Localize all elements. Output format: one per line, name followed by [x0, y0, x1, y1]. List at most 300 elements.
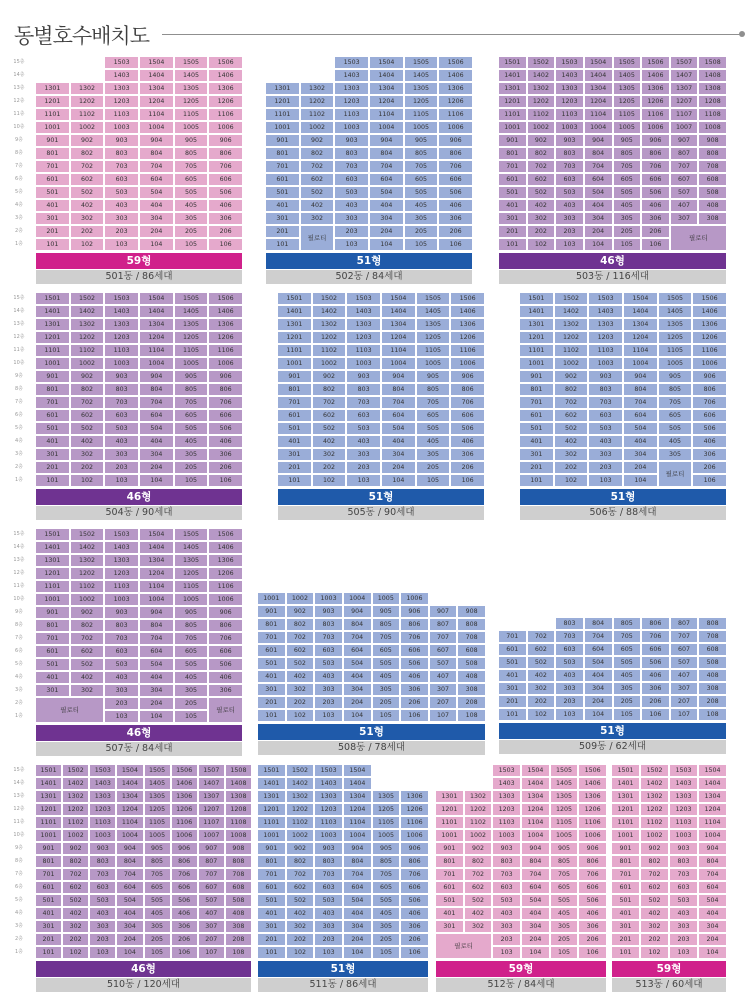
unit-cell: 105: [405, 239, 438, 250]
unit-cell: 905: [551, 843, 578, 854]
unit-cell: 805: [175, 620, 208, 631]
unit-cell: 504: [699, 895, 726, 906]
unit-cell: 304: [140, 449, 173, 460]
unit-type-band: 59형: [612, 961, 726, 977]
floor-marker: 4층: [14, 438, 23, 444]
unit-cell: 802: [313, 384, 346, 395]
unit-cell: 1404: [370, 70, 403, 81]
unit-cell: 402: [71, 672, 104, 683]
unit-cell: 906: [693, 371, 726, 382]
unit-cell: 502: [641, 895, 668, 906]
unit-cell: 1505: [175, 293, 208, 304]
unit-cell: 902: [528, 135, 555, 146]
unit-cell: 803: [105, 620, 138, 631]
floor-marker: 13층: [13, 793, 25, 799]
unit-cell: 1006: [451, 358, 484, 369]
unit-cell: 106: [209, 475, 242, 486]
unit-cell: 1304: [117, 791, 142, 802]
unit-cell: 1405: [417, 306, 450, 317]
unit-cell: 106: [451, 475, 484, 486]
unit-cell: 803: [589, 384, 622, 395]
pilotis-cell: 필로티: [436, 934, 491, 958]
unit-cell: 1301: [36, 555, 69, 566]
floor-marker: 6층: [14, 412, 23, 418]
unit-cell: 304: [699, 921, 726, 932]
unit-cell: 601: [36, 174, 69, 185]
unit-cell: 1304: [522, 791, 549, 802]
unit-cell: 603: [347, 410, 380, 421]
unit-cell: 502: [287, 658, 314, 669]
unit-cell: 1502: [71, 529, 104, 540]
unit-cell: 1003: [315, 830, 342, 841]
unit-cell: 1506: [209, 57, 242, 68]
unit-cell: 306: [209, 449, 242, 460]
unit-cell: 401: [612, 908, 639, 919]
unit-cell: 505: [417, 423, 450, 434]
unit-cell: 1004: [344, 830, 371, 841]
unit-cell: 1403: [90, 778, 115, 789]
unit-cell: 304: [140, 685, 173, 696]
unit-cell: 1005: [405, 122, 438, 133]
unit-cell: 1101: [36, 581, 69, 592]
unit-cell: 1102: [71, 109, 104, 120]
unit-cell: 1205: [614, 96, 641, 107]
unit-cell: 1403: [347, 306, 380, 317]
unit-cell: 1402: [63, 778, 88, 789]
unit-cell: 103: [105, 711, 138, 722]
unit-cell: 303: [556, 683, 583, 694]
unit-cell: 701: [499, 161, 526, 172]
unit-cell: 506: [209, 659, 242, 670]
unit-cell: 602: [287, 645, 314, 656]
unit-cell: 303: [347, 449, 380, 460]
unit-cell: 103: [556, 239, 583, 250]
unit-cell: 904: [344, 606, 371, 617]
building-caption: 509동 / 62세대: [499, 740, 726, 754]
unit-cell: 1205: [373, 804, 400, 815]
unit-cell: 601: [36, 882, 61, 893]
unit-cell: 503: [90, 895, 115, 906]
unit-cell: 504: [140, 659, 173, 670]
unit-cell: 103: [589, 475, 622, 486]
unit-cell: 406: [209, 200, 242, 211]
unit-cell: 1307: [671, 83, 698, 94]
unit-cell: 104: [522, 947, 549, 958]
unit-cell: 101: [612, 947, 639, 958]
unit-cell: 506: [401, 658, 428, 669]
unit-cell: 806: [209, 620, 242, 631]
unit-cell: 303: [105, 213, 138, 224]
unit-cell: 203: [315, 934, 342, 945]
unit-cell: 501: [266, 187, 299, 198]
unit-cell: 505: [175, 187, 208, 198]
unit-cell: 302: [71, 213, 104, 224]
floor-marker: 11층: [13, 819, 25, 825]
unit-cell: 108: [699, 709, 726, 720]
unit-cell: 107: [430, 710, 457, 721]
unit-cell: 204: [585, 696, 612, 707]
unit-cell: 905: [145, 843, 170, 854]
unit-cell: 104: [344, 947, 371, 958]
unit-cell: 104: [140, 239, 173, 250]
unit-cell: 504: [140, 187, 173, 198]
unit-cell: 703: [105, 633, 138, 644]
unit-cell: 406: [439, 200, 472, 211]
unit-cell: 701: [266, 161, 299, 172]
unit-cell: 203: [493, 934, 520, 945]
unit-cell: 1503: [90, 765, 115, 776]
unit-cell: 1403: [105, 542, 138, 553]
unit-cell: 805: [614, 618, 641, 629]
unit-cell: 106: [401, 710, 428, 721]
unit-cell: 1201: [36, 804, 61, 815]
unit-cell: 705: [175, 397, 208, 408]
unit-cell: 1401: [278, 306, 311, 317]
unit-cell: 1406: [451, 306, 484, 317]
unit-cell: 901: [258, 606, 285, 617]
unit-cell: 503: [670, 895, 697, 906]
unit-cell: 1201: [36, 332, 69, 343]
unit-cell: 801: [520, 384, 553, 395]
unit-cell: 1305: [145, 791, 170, 802]
floor-marker: 15층: [13, 295, 25, 301]
unit-cell: 1005: [614, 122, 641, 133]
unit-cell: 603: [315, 645, 342, 656]
unit-cell: 1002: [71, 594, 104, 605]
unit-cell: 404: [585, 670, 612, 681]
unit-cell: 1206: [209, 96, 242, 107]
unit-cell: 605: [659, 410, 692, 421]
unit-cell: 301: [36, 449, 69, 460]
unit-type-band: 46형: [36, 961, 251, 977]
unit-cell: 1107: [671, 109, 698, 120]
floor-marker: 5층: [14, 897, 23, 903]
unit-cell: 1404: [140, 70, 173, 81]
unit-cell: 403: [90, 908, 115, 919]
floor-marker: 11층: [13, 583, 25, 589]
unit-cell: 1206: [439, 96, 472, 107]
unit-cell: 703: [556, 631, 583, 642]
unit-cell: 902: [71, 371, 104, 382]
unit-cell: 204: [624, 462, 657, 473]
unit-cell: 806: [209, 148, 242, 159]
unit-cell: 407: [671, 200, 698, 211]
unit-cell: 1203: [335, 96, 368, 107]
pilotis-cell: 필로티: [659, 462, 692, 486]
unit-cell: 406: [401, 908, 428, 919]
unit-cell: 901: [520, 371, 553, 382]
unit-cell: 607: [671, 174, 698, 185]
unit-cell: 1106: [693, 345, 726, 356]
unit-cell: 804: [344, 856, 371, 867]
unit-cell: 1503: [105, 57, 138, 68]
unit-cell: 205: [614, 696, 641, 707]
unit-cell: 1204: [522, 804, 549, 815]
unit-cell: 405: [614, 670, 641, 681]
unit-cell: 606: [642, 174, 669, 185]
unit-cell: 808: [226, 856, 251, 867]
unit-cell: 105: [614, 709, 641, 720]
unit-cell: 1103: [105, 109, 138, 120]
unit-cell: 1506: [439, 57, 472, 68]
unit-cell: 1001: [266, 122, 299, 133]
unit-cell: 1505: [145, 765, 170, 776]
unit-cell: 105: [373, 710, 400, 721]
unit-cell: 1405: [175, 306, 208, 317]
unit-cell: 1005: [175, 122, 208, 133]
unit-cell: 1504: [117, 765, 142, 776]
unit-cell: 105: [614, 239, 641, 250]
unit-cell: 301: [499, 213, 526, 224]
unit-cell: 804: [117, 856, 142, 867]
unit-cell: 506: [579, 895, 606, 906]
unit-cell: 306: [209, 685, 242, 696]
unit-cell: 906: [172, 843, 197, 854]
unit-cell: 1305: [614, 83, 641, 94]
floor-marker: 4층: [14, 910, 23, 916]
unit-cell: 1006: [693, 358, 726, 369]
unit-cell: 306: [642, 683, 669, 694]
unit-cell: 706: [209, 397, 242, 408]
unit-cell: 803: [335, 148, 368, 159]
unit-cell: 807: [671, 148, 698, 159]
unit-cell: 504: [370, 187, 403, 198]
unit-cell: 1304: [140, 319, 173, 330]
unit-cell: 106: [172, 947, 197, 958]
floor-marker: 10층: [13, 360, 25, 366]
unit-cell: 305: [175, 449, 208, 460]
unit-cell: 701: [520, 397, 553, 408]
unit-cell: 1301: [36, 319, 69, 330]
unit-cell: 902: [313, 371, 346, 382]
floor-marker: 6층: [14, 884, 23, 890]
floor-marker: 13층: [13, 321, 25, 327]
unit-cell: 608: [226, 882, 251, 893]
unit-cell: 1301: [436, 791, 463, 802]
floor-marker: 9층: [14, 845, 23, 851]
unit-cell: 705: [659, 397, 692, 408]
unit-cell: 802: [63, 856, 88, 867]
unit-cell: 204: [117, 934, 142, 945]
unit-cell: 203: [105, 226, 138, 237]
unit-cell: 1502: [555, 293, 588, 304]
unit-cell: 1201: [278, 332, 311, 343]
unit-type-band: 51형: [258, 724, 485, 740]
unit-cell: 1106: [451, 345, 484, 356]
unit-type-band: 59형: [436, 961, 606, 977]
unit-cell: 706: [451, 397, 484, 408]
unit-cell: 1302: [301, 83, 334, 94]
unit-cell: 1306: [579, 791, 606, 802]
unit-cell: 603: [90, 882, 115, 893]
unit-cell: 206: [642, 696, 669, 707]
unit-cell: 206: [579, 934, 606, 945]
unit-cell: 303: [670, 921, 697, 932]
unit-cell: 1206: [451, 332, 484, 343]
unit-cell: 1008: [699, 122, 726, 133]
unit-cell: 1406: [209, 70, 242, 81]
unit-cell: 702: [528, 161, 555, 172]
unit-cell: 1303: [347, 319, 380, 330]
unit-cell: 1504: [370, 57, 403, 68]
unit-cell: 803: [556, 148, 583, 159]
floor-marker: 2층: [14, 464, 23, 470]
unit-cell: 604: [624, 410, 657, 421]
unit-cell: 1401: [36, 778, 61, 789]
unit-cell: 1504: [624, 293, 657, 304]
unit-cell: 1005: [175, 358, 208, 369]
floor-marker: 2층: [14, 700, 23, 706]
unit-cell: 1305: [551, 791, 578, 802]
unit-cell: 1403: [493, 778, 520, 789]
unit-cell: 1202: [313, 332, 346, 343]
unit-cell: 605: [175, 174, 208, 185]
unit-cell: 1305: [417, 319, 450, 330]
unit-cell: 703: [589, 397, 622, 408]
unit-cell: 908: [226, 843, 251, 854]
unit-cell: 101: [278, 475, 311, 486]
unit-cell: 1204: [140, 568, 173, 579]
unit-cell: 1507: [671, 57, 698, 68]
unit-cell: 102: [528, 709, 555, 720]
unit-cell: 403: [315, 908, 342, 919]
unit-cell: 504: [585, 657, 612, 668]
unit-cell: 1402: [528, 70, 555, 81]
unit-cell: 605: [373, 645, 400, 656]
unit-type-band: 51형: [258, 961, 428, 977]
unit-cell: 602: [71, 410, 104, 421]
unit-cell: 305: [614, 213, 641, 224]
unit-cell: 401: [36, 672, 69, 683]
unit-cell: 1005: [659, 358, 692, 369]
unit-cell: 704: [344, 632, 371, 643]
unit-cell: 1503: [105, 293, 138, 304]
unit-cell: 305: [145, 921, 170, 932]
unit-cell: 1504: [382, 293, 415, 304]
unit-cell: 1207: [671, 96, 698, 107]
floor-marker: 6층: [14, 176, 23, 182]
unit-cell: 1306: [209, 83, 242, 94]
unit-cell: 902: [287, 843, 314, 854]
unit-cell: 408: [699, 670, 726, 681]
unit-cell: 602: [71, 646, 104, 657]
unit-cell: 1408: [699, 70, 726, 81]
unit-cell: 1402: [71, 306, 104, 317]
unit-cell: 903: [347, 371, 380, 382]
unit-cell: 406: [693, 436, 726, 447]
unit-cell: 506: [642, 657, 669, 668]
unit-cell: 1404: [585, 70, 612, 81]
unit-cell: 1001: [36, 594, 69, 605]
unit-cell: 205: [417, 462, 450, 473]
unit-cell: 205: [614, 226, 641, 237]
floor-marker: 3층: [14, 215, 23, 221]
unit-cell: 704: [585, 631, 612, 642]
unit-cell: 904: [699, 843, 726, 854]
unit-cell: 304: [140, 213, 173, 224]
unit-cell: 303: [315, 684, 342, 695]
unit-cell: 604: [140, 174, 173, 185]
unit-cell: 802: [301, 148, 334, 159]
unit-cell: 1001: [258, 830, 285, 841]
unit-cell: 803: [90, 856, 115, 867]
unit-cell: 406: [451, 436, 484, 447]
unit-cell: 1305: [659, 319, 692, 330]
unit-cell: 405: [659, 436, 692, 447]
unit-cell: 1301: [612, 791, 639, 802]
unit-cell: 1204: [117, 804, 142, 815]
unit-cell: 1508: [699, 57, 726, 68]
unit-cell: 704: [344, 869, 371, 880]
unit-cell: 1405: [614, 70, 641, 81]
unit-cell: 704: [522, 869, 549, 880]
unit-cell: 806: [579, 856, 606, 867]
unit-cell: 1301: [36, 791, 61, 802]
unit-cell: 1502: [63, 765, 88, 776]
unit-cell: 407: [671, 670, 698, 681]
unit-cell: 205: [145, 934, 170, 945]
unit-cell: 1105: [175, 109, 208, 120]
pilotis-cell: 필로티: [671, 226, 726, 250]
unit-cell: 1302: [63, 791, 88, 802]
unit-cell: 606: [209, 646, 242, 657]
unit-cell: 1006: [172, 830, 197, 841]
floor-marker: 1층: [14, 949, 23, 955]
unit-cell: 502: [555, 423, 588, 434]
unit-cell: 502: [63, 895, 88, 906]
unit-cell: 103: [670, 947, 697, 958]
unit-cell: 1006: [209, 358, 242, 369]
unit-cell: 1401: [36, 306, 69, 317]
unit-cell: 1205: [175, 568, 208, 579]
unit-cell: 1504: [140, 529, 173, 540]
unit-cell: 201: [612, 934, 639, 945]
unit-cell: 902: [71, 135, 104, 146]
unit-cell: 1307: [199, 791, 224, 802]
unit-cell: 206: [439, 226, 472, 237]
unit-cell: 201: [258, 697, 285, 708]
unit-cell: 202: [528, 696, 555, 707]
unit-cell: 303: [335, 213, 368, 224]
unit-cell: 104: [117, 947, 142, 958]
floor-marker: 6층: [14, 648, 23, 654]
unit-cell: 401: [36, 200, 69, 211]
unit-cell: 607: [199, 882, 224, 893]
unit-cell: 301: [436, 921, 463, 932]
unit-cell: 301: [258, 921, 285, 932]
unit-cell: 604: [140, 410, 173, 421]
unit-cell: 1204: [344, 804, 371, 815]
unit-cell: 1303: [90, 791, 115, 802]
unit-cell: 705: [175, 161, 208, 172]
floor-marker: 8층: [14, 622, 23, 628]
unit-cell: 1004: [117, 830, 142, 841]
unit-cell: 903: [105, 371, 138, 382]
unit-cell: 505: [175, 659, 208, 670]
unit-cell: 305: [614, 683, 641, 694]
unit-cell: 1505: [614, 57, 641, 68]
unit-cell: 603: [589, 410, 622, 421]
unit-cell: 601: [436, 882, 463, 893]
unit-cell: 103: [105, 239, 138, 250]
unit-cell: 804: [585, 618, 612, 629]
unit-cell: 1506: [642, 57, 669, 68]
unit-cell: 1401: [520, 306, 553, 317]
unit-cell: 708: [226, 869, 251, 880]
floor-marker: 1층: [14, 713, 23, 719]
unit-cell: 702: [465, 869, 492, 880]
unit-cell: 606: [401, 645, 428, 656]
